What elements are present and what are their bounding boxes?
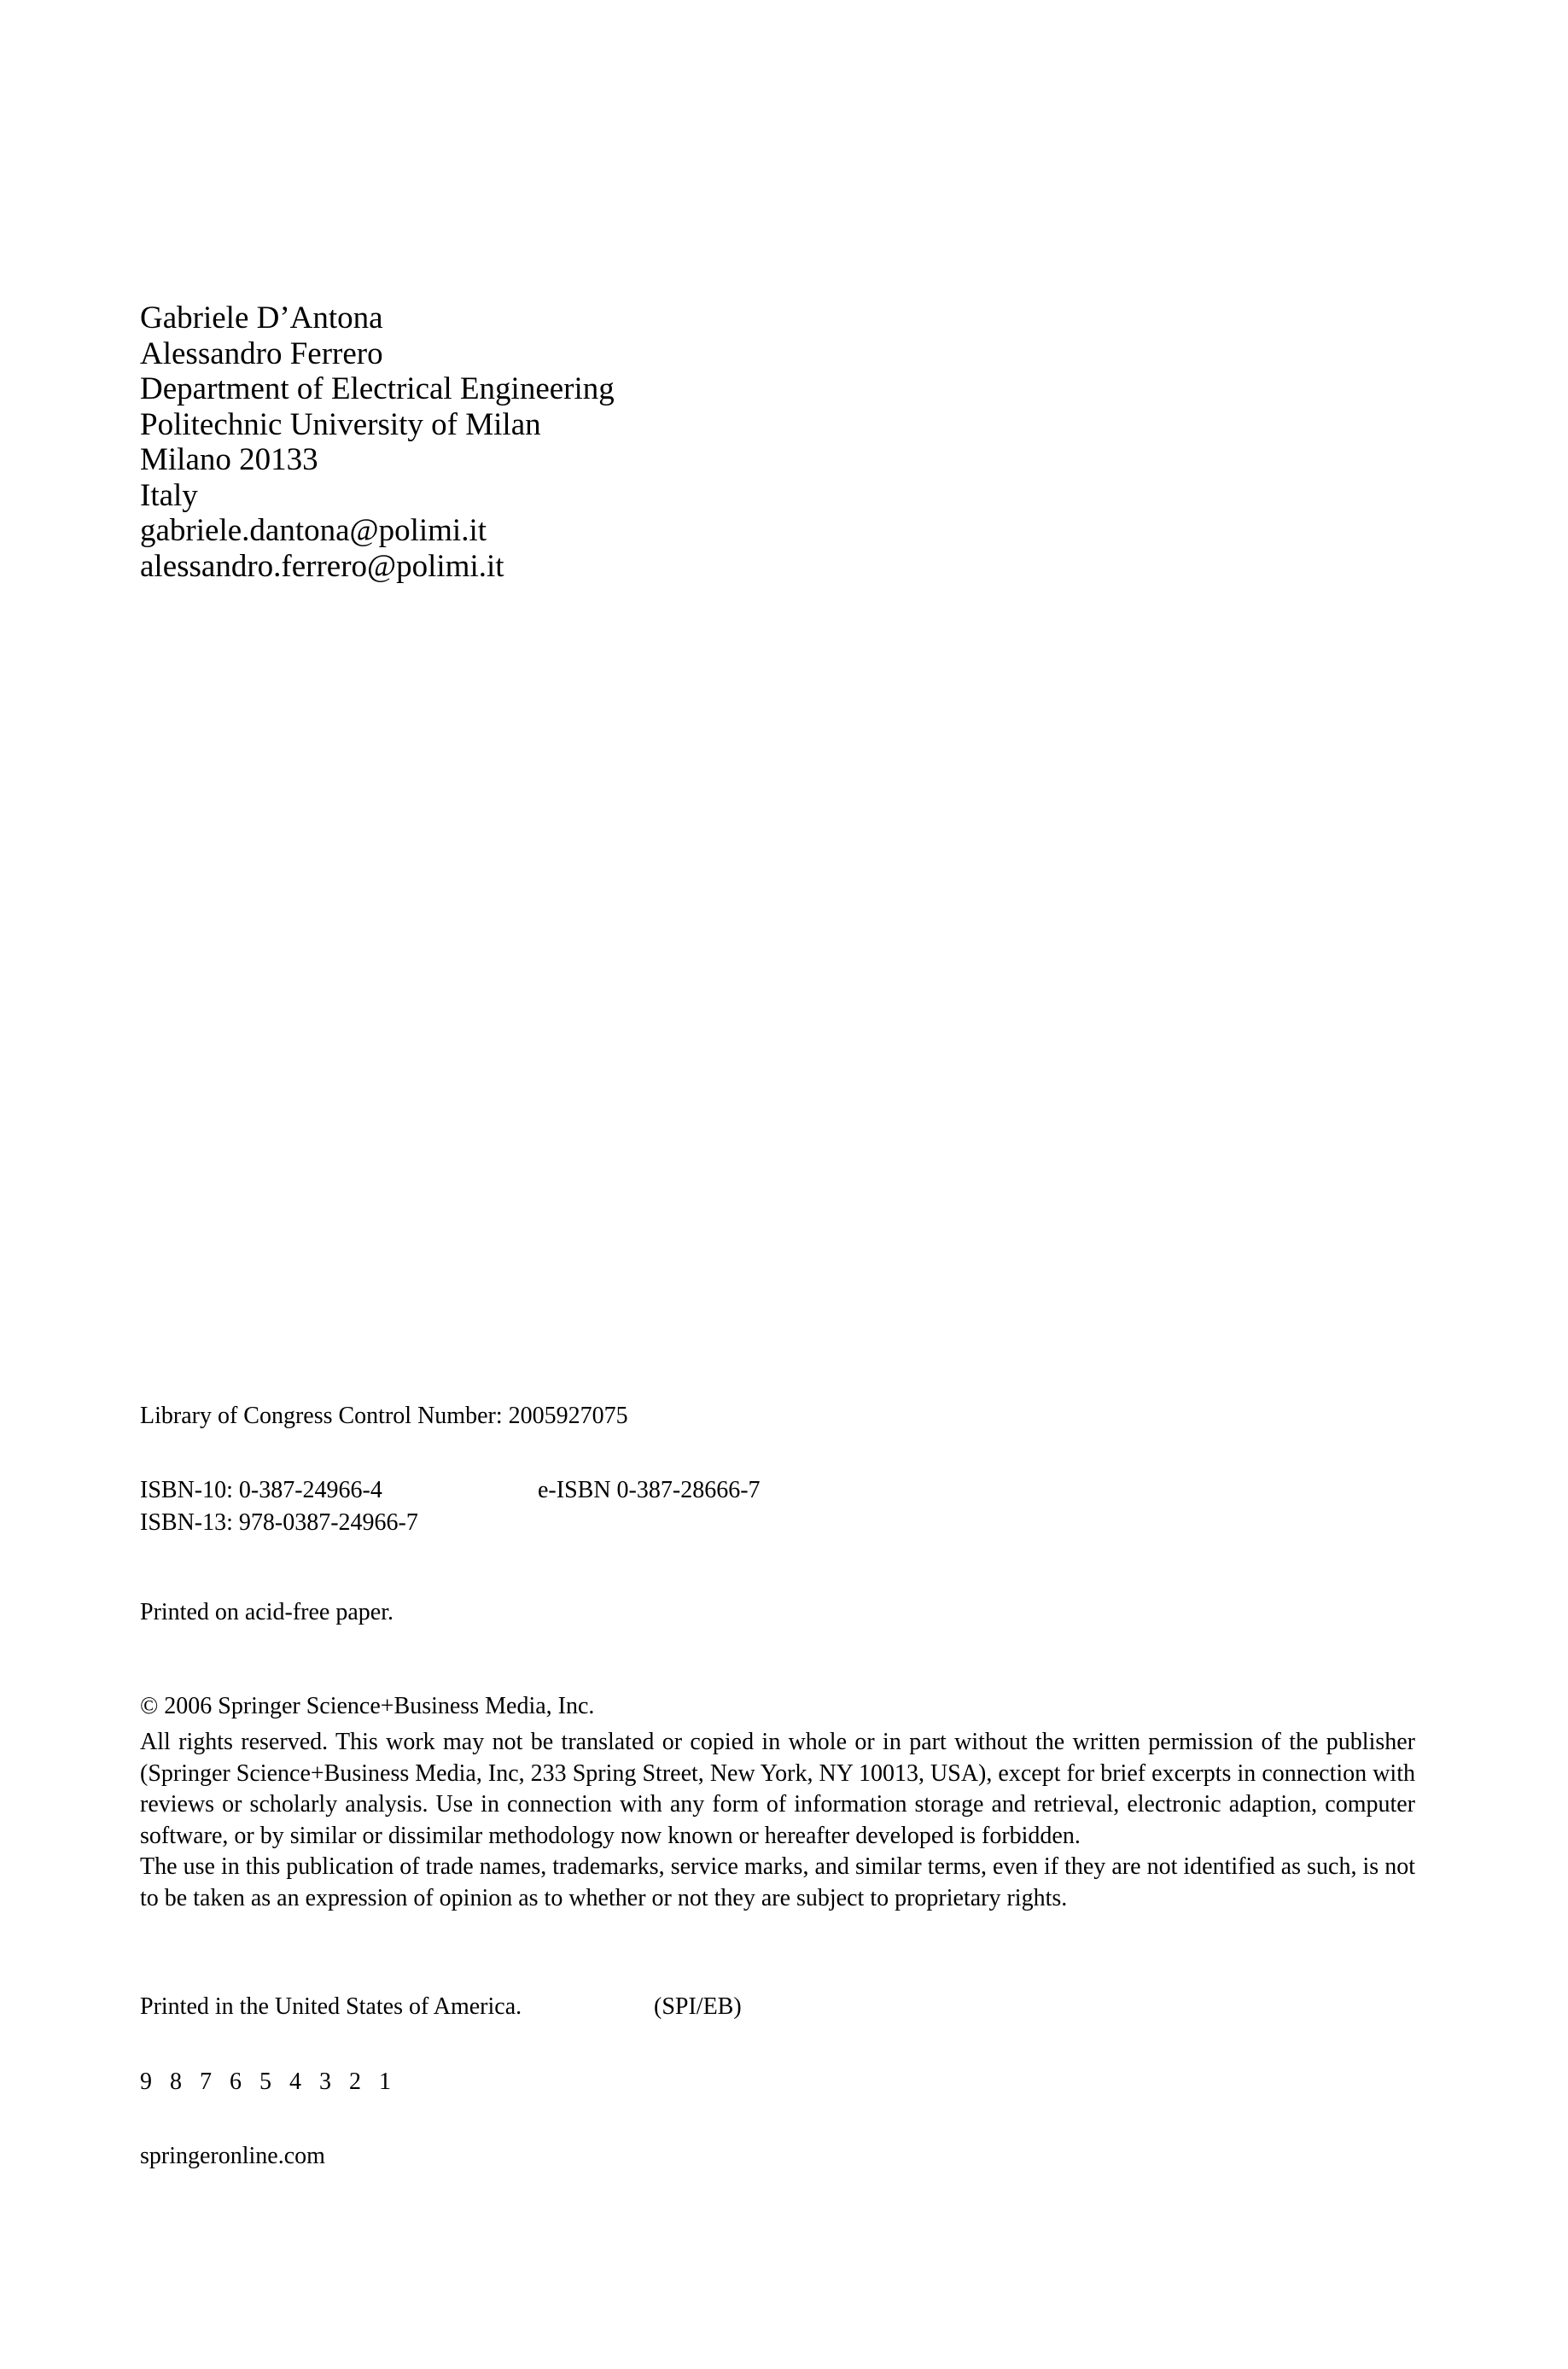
copyright-line: © 2006 Springer Science+Business Media, Inc. — [140, 1693, 595, 1719]
printer-code: (SPI/EB) — [654, 1993, 742, 2020]
author-address-block — [140, 301, 994, 584]
author-email-2: alessandro.ferrero@polimi.it — [140, 548, 504, 584]
isbn-10: ISBN-10: 0-387-24966-4 — [140, 1477, 382, 1503]
department: Department of Electrical Engineering — [140, 371, 615, 406]
printed-in: Printed in the United States of America. — [140, 1993, 522, 2020]
e-isbn: e-ISBN 0-387-28666-7 — [538, 1477, 761, 1503]
author-email-1: gabriele.dantona@polimi.it — [140, 513, 487, 548]
rights-statement — [140, 1727, 1415, 1914]
website: springeronline.com — [140, 2143, 325, 2169]
acid-free-note: Printed on acid-free paper. — [140, 1599, 393, 1625]
isbn-13: ISBN-13: 978-0387-24966-7 — [140, 1509, 418, 1536]
university: Politechnic University of Milan — [140, 406, 541, 442]
city-postcode: Milano 20133 — [140, 442, 318, 477]
printed-in-line — [140, 1991, 1420, 2023]
country: Italy — [140, 477, 198, 513]
lccn: Library of Congress Control Number: 2005927075 — [140, 1403, 628, 1429]
author-name-2: Alessandro Ferrero — [140, 336, 383, 371]
isbn-block — [140, 1474, 1420, 1539]
print-number-line: 9 8 7 6 5 4 3 2 1 — [140, 2068, 397, 2095]
trademark-paragraph: The use in this publication of trade names, trademarks, service marks, and similar terms, even if they are not identified as such, is not to be taken as an expression of opinion as to whether or not they are subject to proprietary rights. — [140, 1853, 1415, 1911]
author-name-1: Gabriele D’Antona — [140, 301, 383, 336]
rights-paragraph: All rights reserved. This work may not be translated or copied in whole or in part without the written permission of the publisher (Springer Science+Business Media, Inc, 233 Spring Street, New York, NY 10013, USA), except for brief excerpts in connection with reviews or scholarly analysis. Use in connection with any form of information storage and retrieval, electronic adaption, computer software, or by similar or dissimilar methodology now known or hereafter developed is forbidden. — [140, 1729, 1415, 1849]
